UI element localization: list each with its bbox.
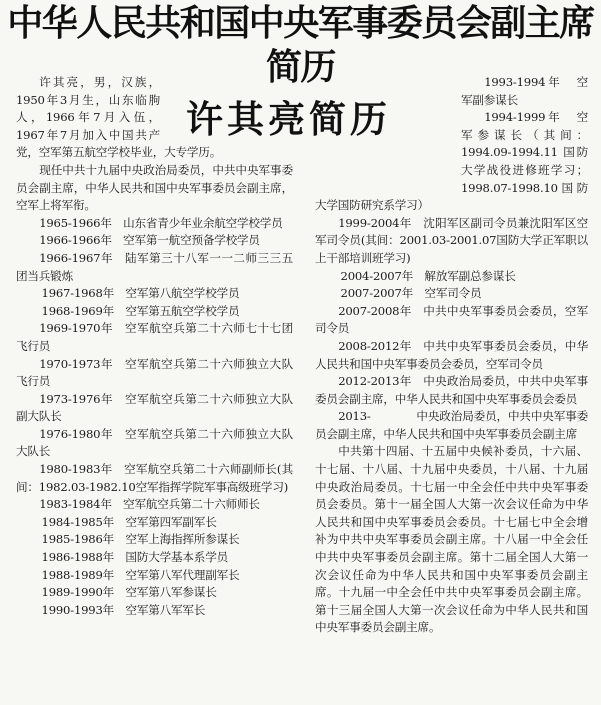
party-positions-paragraph: 中共第十四届、十五届中央候补委员，十六届、十七届、十八届、十九届中央委员，十八届、十九届中央政治局委员。十七届一中全会任中共中央军事委员会委员。第十一届全国人大第一次会议任命为中华人民共和国中央军事委员会委员。十七届七中全会增补为中共中央军事委员会副主席。十八届一中全会任中共中央军事委员会副主席。第十二届全国人大第一次会议任命为中华人民共和国中央军事委员会副主席。十九届一中全会任中共中央军事委员会副主席。第十三届全国人大第一次会议任命为中华人民共和国中央军事委员会副主席。 [315,444,588,635]
career-entry: 2007-2008年 中共中央军事委员会委员，空军司令员 [315,303,588,336]
career-entry: 1985-1986年 空军上海指挥所参谋长 [41,532,240,547]
intro-paragraph: 许其亮，男，汉族，1950年3月生，山东临朐人，1966年7月入伍，1967年7月加入中国共产党，空军第五航空学校毕业，大专学历。 [16,75,222,160]
title-reserve [160,74,293,134]
career-entry: 1988-1989年 空军第八军代理副军长 [41,567,240,582]
career-entry: 1976-1980年 空军航空兵第二十六师独立大队大队长 [16,426,293,459]
current-position-paragraph: 现任中共十九届中央政治局委员，中共中央军事委员会副主席，中华人民共和国中央军事委员会副主席，空军上将军衔。 [16,162,293,213]
career-entry: 1966-1966年 空军第一航空预备学校学员 [39,233,260,248]
career-entry: 1968-1969年 空军第五航空学校学员 [41,303,240,318]
career-entry: 1980-1983年 空军航空兵第二十六师副师长(其间：1982.03-1982.10空军指挥学院军事高级班学习) [16,462,293,494]
career-entry: 2004-2007年 解放军副总参谋长 [340,268,516,283]
career-entry: 1969-1970年 空军航空兵第二十六师七十七团飞行员 [16,321,293,353]
right-column [315,74,588,637]
career-entry: 1994-1999年 空军参谋长（其间：1994.09-1994.11 国防大学战役进修班学习；1998.07-1998.10国防大学国防研究系学习） [315,110,588,213]
career-entry: 1966-1967年 陆军第三十八军一一二师三三五团当兵锻炼 [16,250,293,283]
career-entry: 1990-1993年 空军第八军军长 [41,602,206,617]
career-entry: 2012-2013年 中央政治局委员，中共中央军事委员会副主席，中华人民共和国中央军事委员会委员 [315,374,588,406]
career-entry: 1986-1988年 国防大学基本系学员 [41,550,228,565]
career-entry: 1967-1968年 空军第八航空学校学员 [41,286,240,301]
career-entry: 1973-1976年 空军航空兵第二十六师独立大队副大队长 [16,391,293,424]
career-entry: 1984-1985年 空军第四军副军长 [41,514,217,529]
left-column [16,74,293,619]
career-entry: 1970-1973年 空军航空兵第二十六师独立大队飞行员 [16,356,293,389]
career-entry: 2007-2007年 空军司令员 [340,286,482,301]
career-entry: 2013- 中央政治局委员，中共中央军事委员会副主席，中华人民共和国中央军事委员会副主席 [315,409,588,441]
page-headline: 中华人民共和国中央军事委员会副主席简历 [7,3,594,88]
career-entry: 1983-1984年 空军航空兵第二十六师师长 [39,497,260,512]
title-reserve [315,74,461,180]
career-entry: 1999-2004年 沈阳军区副司令员兼沈阳军区空军司令员(其间：2001.03-2001.07国防大学正军职以上干部培训班学习) [315,215,588,265]
career-entry: 1965-1966年 山东省青少年业余航空学校学员 [39,215,283,230]
career-entry: 1993-1994年 空军副参谋长 [461,75,588,107]
career-entry: 1989-1990年 空军第八军参谋长 [41,585,217,600]
article-title: 许其亮简历 [186,98,391,141]
career-entry: 2008-2012年 中共中央军事委员会委员，中华人民共和国中央军事委员会委员，空军司令员 [315,338,588,371]
